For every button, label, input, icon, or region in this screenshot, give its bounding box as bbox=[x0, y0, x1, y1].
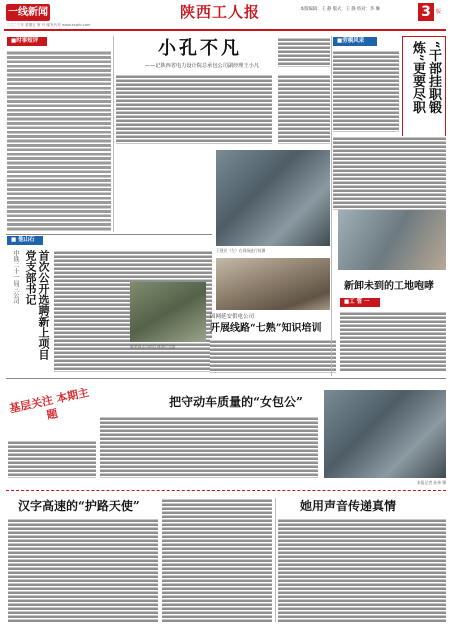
bottom-left-headline: 汉字高速的“护路天使” bbox=[18, 499, 140, 513]
column-rule-3 bbox=[275, 498, 276, 622]
calligraphy-text: 基层关注 本期主题 bbox=[8, 385, 91, 422]
main-feature-text bbox=[116, 74, 272, 144]
main-feature-text-2 bbox=[278, 74, 330, 144]
banner-text bbox=[100, 416, 318, 478]
lower-left-text bbox=[8, 440, 96, 478]
paper-logo: 陕西工人报 bbox=[179, 3, 260, 21]
masthead bbox=[0, 0, 450, 30]
banner-left-headline: 把守动车质量的“女包公” bbox=[169, 395, 303, 409]
news-photo-1 bbox=[216, 150, 330, 246]
news-photo-5 bbox=[324, 390, 446, 478]
photo-caption-3: 本报记者 孙伟 摄 bbox=[417, 480, 446, 485]
vertical-right-headline: “干部挂职锻炼”更要尽职 bbox=[410, 41, 441, 114]
section-label: 一线新闻 bbox=[6, 4, 50, 21]
news-photo-3 bbox=[216, 258, 330, 310]
page-number: 3 bbox=[418, 3, 434, 21]
main-title: 小孔不凡 bbox=[158, 38, 242, 59]
bottom-left-text bbox=[8, 518, 158, 622]
section-divider bbox=[6, 490, 446, 491]
center-right-text bbox=[278, 37, 330, 67]
masthead-rule bbox=[4, 29, 446, 31]
left-column-tag: ■时事短评 bbox=[7, 37, 47, 46]
calligraphy-badge bbox=[6, 376, 97, 442]
bottom-right-headline: 她用声音传递真情 bbox=[300, 499, 397, 513]
main-subtitle: ——记陕西省电力设计院总承包公司副经理王小凡 bbox=[144, 63, 260, 69]
right-headline-box bbox=[402, 36, 446, 146]
issue-info: 二〇二三年 星期五 第 号 邮发代号 www.sxgrb.com bbox=[6, 23, 91, 27]
left-lower-tag: ■ 他山石 bbox=[7, 236, 43, 245]
vertical-left-small: 中铁二十一局三公司 bbox=[12, 250, 19, 304]
center-title-text bbox=[210, 339, 336, 373]
center-title: 开展线路“七熟”知识培训 bbox=[210, 323, 322, 334]
bottom-mid-text bbox=[162, 498, 272, 622]
mid-right-text bbox=[333, 50, 399, 132]
page-suffix: 版 bbox=[436, 9, 442, 15]
editor-info: 本版编辑：王 静 版式：王 静 校对：李 琳 bbox=[300, 7, 380, 12]
column-rule-2 bbox=[331, 36, 332, 376]
mid-right-tag: ■劳模风采 bbox=[333, 37, 377, 46]
right-tag: ■工 管 一 bbox=[340, 298, 380, 307]
photo-caption-1: 王建民（左）在现场进行检测 bbox=[216, 248, 266, 253]
news-photo-4 bbox=[130, 282, 206, 342]
row-rule-1 bbox=[6, 234, 212, 235]
banner-left-box bbox=[166, 392, 306, 412]
row-rule-2 bbox=[6, 378, 446, 379]
photo-caption-2: 陈老同志与项目部进行交流 bbox=[130, 344, 176, 349]
bottom-right-text bbox=[278, 518, 446, 622]
column-rule-1 bbox=[113, 36, 114, 232]
news-photo-2 bbox=[338, 210, 446, 270]
left-column-text bbox=[7, 50, 111, 232]
center-title-small: 国网延安供电公司 bbox=[210, 314, 255, 320]
right-box-text bbox=[340, 311, 446, 371]
right-box-headline: 新卸未到的工地咆哮 bbox=[344, 281, 434, 292]
right-text-upper bbox=[333, 136, 446, 210]
vertical-left-headline: 首次公开选聘新上项目党支部书记 bbox=[24, 250, 50, 360]
